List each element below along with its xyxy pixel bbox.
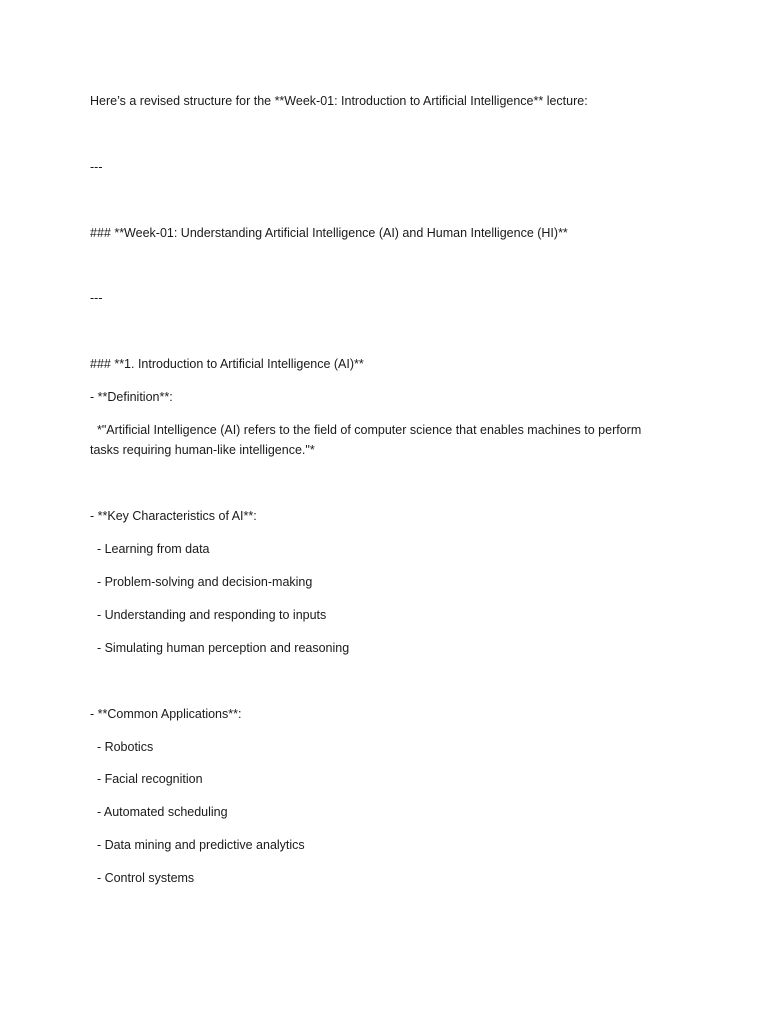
intro-text: Here’s a revised structure for the **Week-01: Introduction to Artificial Intelligence** lecture: [90,94,588,108]
list-item: - Automated scheduling [90,805,228,819]
separator: --- [90,160,103,174]
list-item: - Facial recognition [90,772,203,786]
list-item: - Learning from data [90,542,210,556]
separator: --- [90,291,103,305]
list-item: - Simulating human perception and reasoning [90,641,350,655]
definition-label: - **Definition**: [90,390,173,404]
definition-text: *"Artificial Intelligence (AI) refers to the field of computer science that enables machines to perform tasks requiring human-like intelligence."* [90,423,645,457]
applications-label: - **Common Applications**: [90,707,242,721]
list-item: - Control systems [90,871,195,885]
section-heading: ### **1. Introduction to Artificial Intelligence (AI)** [90,357,364,371]
list-item: - Data mining and predictive analytics [90,838,305,852]
list-item: - Problem-solving and decision-making [90,575,313,589]
list-item: - Understanding and responding to inputs [90,608,327,622]
characteristics-label: - **Key Characteristics of AI**: [90,509,257,523]
list-item: - Robotics [90,740,154,754]
week-heading: ### **Week-01: Understanding Artificial Intelligence (AI) and Human Intelligence (HI)** [90,226,568,240]
